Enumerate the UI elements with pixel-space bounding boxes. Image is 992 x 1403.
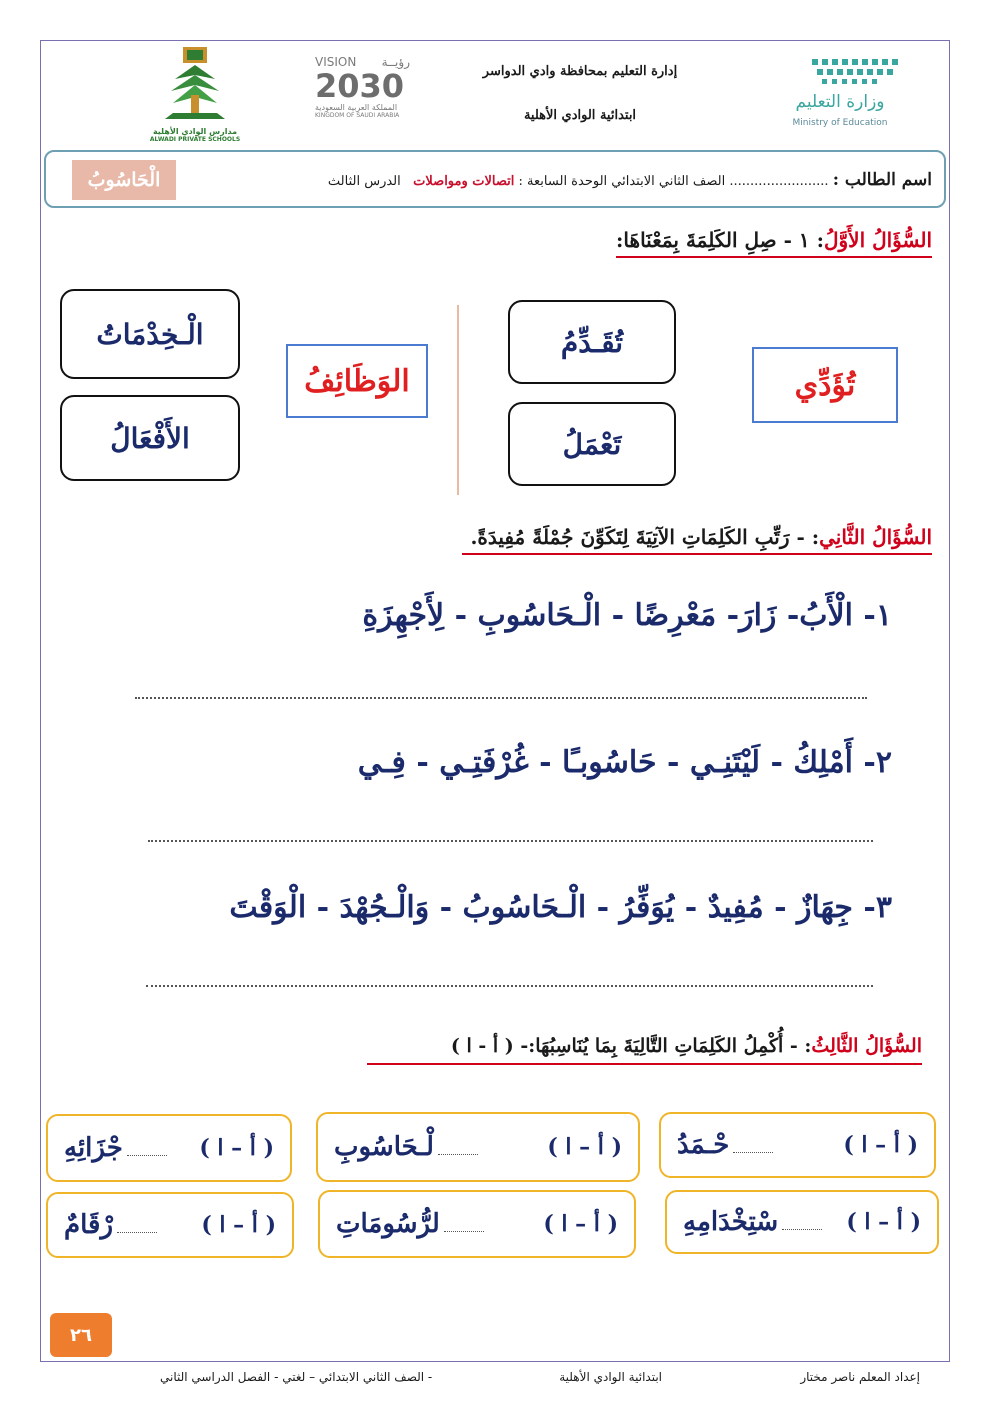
q3-item-2-options: ( أ – ا ) xyxy=(547,1134,622,1160)
school-logo xyxy=(145,45,245,145)
q3-item-6[interactable] xyxy=(46,1192,294,1258)
moe-arabic-name: وزارة التعليم xyxy=(795,92,885,112)
school-logo-english: ALWADI PRIVATE SCHOOLS xyxy=(149,136,241,143)
q1-right-target[interactable]: تُؤَدِّي xyxy=(752,347,898,423)
q1-right-option-1[interactable]: تُقَـدِّمُ xyxy=(508,300,676,384)
q3-item-3[interactable] xyxy=(46,1114,292,1182)
q3-item-1-word: حْـمَدُ xyxy=(677,1130,777,1160)
q1-left-target[interactable]: الوَظَائِفُ xyxy=(286,344,428,418)
q2-answer-line-3[interactable] xyxy=(146,985,873,987)
vision-kingdom-ar: المملكة العربية السعودية xyxy=(315,103,398,112)
q3-item-3-word: جْزَائِهِ xyxy=(64,1133,171,1163)
q1-label: السُّؤَالُ الأَوَّلُ xyxy=(823,228,932,252)
q3-item-6-word: رْقَامٌ xyxy=(64,1210,161,1240)
vision-arabic: رؤيــة xyxy=(381,55,410,69)
q3-item-6-options: ( أ – ا ) xyxy=(201,1212,276,1238)
q2-answer-line-2[interactable] xyxy=(148,840,873,842)
q3-item-4[interactable] xyxy=(665,1190,939,1254)
q2-answer-line-1[interactable] xyxy=(135,697,867,699)
vision-word: VISION xyxy=(315,55,357,69)
q1-left-option-2[interactable]: الأَفْعَالُ xyxy=(60,395,240,481)
q2-label: السُّؤَالُ الثَّانِي xyxy=(819,525,932,549)
school-logo-arabic: مدارس الوادي الأهلية xyxy=(152,127,238,136)
subject-badge: الْحَاسُوبُ xyxy=(72,160,176,200)
q3-item-3-options: ( أ – ا ) xyxy=(199,1135,274,1161)
q3-item-1-options: ( أ – ا ) xyxy=(843,1132,918,1158)
unit-label: الوحدة السابعة : xyxy=(518,174,608,189)
q3-item-5[interactable] xyxy=(318,1190,636,1258)
page-number: ٢٦ xyxy=(50,1313,112,1357)
q3-item-1[interactable] xyxy=(659,1112,936,1178)
q3-label: السُّؤَالُ الثَّالِثُ xyxy=(811,1035,922,1057)
grade-text: الصف الثاني الابتدائي xyxy=(611,174,726,189)
vision-kingdom-en: KINGDOM OF SAUDI ARABIA xyxy=(315,112,400,119)
vision-2030-logo xyxy=(315,55,410,145)
q3-instruction: : - أُكْمِلُ الكَلِمَاتِ التَّالِيَةَ بِمَا يُنَاسِبُهَا:- ( أ - ا ) xyxy=(450,1035,812,1057)
admin-line: إدارة التعليم بمحافظة وادي الدواسر xyxy=(482,64,678,79)
q3-item-2-word: لْـحَاسُوبِ xyxy=(334,1132,482,1162)
q1-right-option-2[interactable]: تَعْمَلُ xyxy=(508,402,676,486)
q1-title xyxy=(616,228,932,258)
q3-item-1-blank[interactable] xyxy=(733,1152,773,1153)
footer-prepared-by: إعداد المعلم ناصر مختار xyxy=(800,1370,920,1384)
q3-item-4-word: سْتِخْدَامِهِ xyxy=(683,1207,826,1237)
q3-item-2[interactable] xyxy=(316,1112,640,1182)
q3-item-3-blank[interactable] xyxy=(127,1155,167,1156)
vision-year: 2030 xyxy=(315,67,405,105)
q1-instruction: : ١ - صِلِ الكَلِمَةَ بِمَعْنَاهَا: xyxy=(616,228,824,252)
student-name-label: اسم الطالب : xyxy=(832,170,932,190)
q3-item-5-options: ( أ – ا ) xyxy=(543,1211,618,1237)
q3-item-5-word: لرُّسُومَاتِ xyxy=(336,1209,488,1239)
student-name-field[interactable]: ........................ xyxy=(729,174,829,189)
q1-divider xyxy=(457,305,459,495)
student-info-line xyxy=(328,170,932,190)
moe-english-name: Ministry of Education xyxy=(792,118,888,128)
lesson-text: الدرس الثالث xyxy=(327,174,401,189)
q2-sentence-3: ٣- جِهَازٌ - مُفِيدٌ - يُوَفِّرُ - الْـحَاسُوبُ - وَالْـجُهْدَ - الْوَقْتَ xyxy=(229,890,892,925)
q1-left-option-1[interactable]: الْـخِدْمَاتُ xyxy=(60,289,240,379)
q3-title xyxy=(367,1035,922,1065)
unit-name: اتصالات ومواصلات xyxy=(413,174,515,189)
q2-sentence-2: ٢- أَمْلِكُ - لَيْتَنِـي - حَاسُوبـًا - غُرْفَتِـي - فِـي xyxy=(357,745,892,780)
school-line: ابتدائية الوادي الأهلية xyxy=(523,108,637,123)
q3-item-6-blank[interactable] xyxy=(117,1232,157,1233)
q3-item-2-blank[interactable] xyxy=(438,1154,478,1155)
footer-school: ابتدائية الوادي الأهلية xyxy=(559,1370,662,1384)
q2-title xyxy=(462,525,932,555)
q3-item-5-blank[interactable] xyxy=(444,1231,484,1232)
q3-item-4-options: ( أ – ا ) xyxy=(846,1209,921,1235)
q2-instruction: : - رَتِّبِ الكَلِمَاتِ الآتِيَةَ لِتَكَوِّنَ جُمْلَةً مُفِيدَةً. xyxy=(470,525,820,549)
q3-item-4-blank[interactable] xyxy=(782,1229,822,1230)
footer-details: - الصف الثاني الابتدائي – لغتي - الفصل الدراسي الثاني xyxy=(160,1370,433,1384)
q2-sentence-1: ١- الْأَبُ- زَارَ- مَعْرِضًا - الْـحَاسُوبِ - لِأَجْهِزَةِ xyxy=(362,598,892,633)
